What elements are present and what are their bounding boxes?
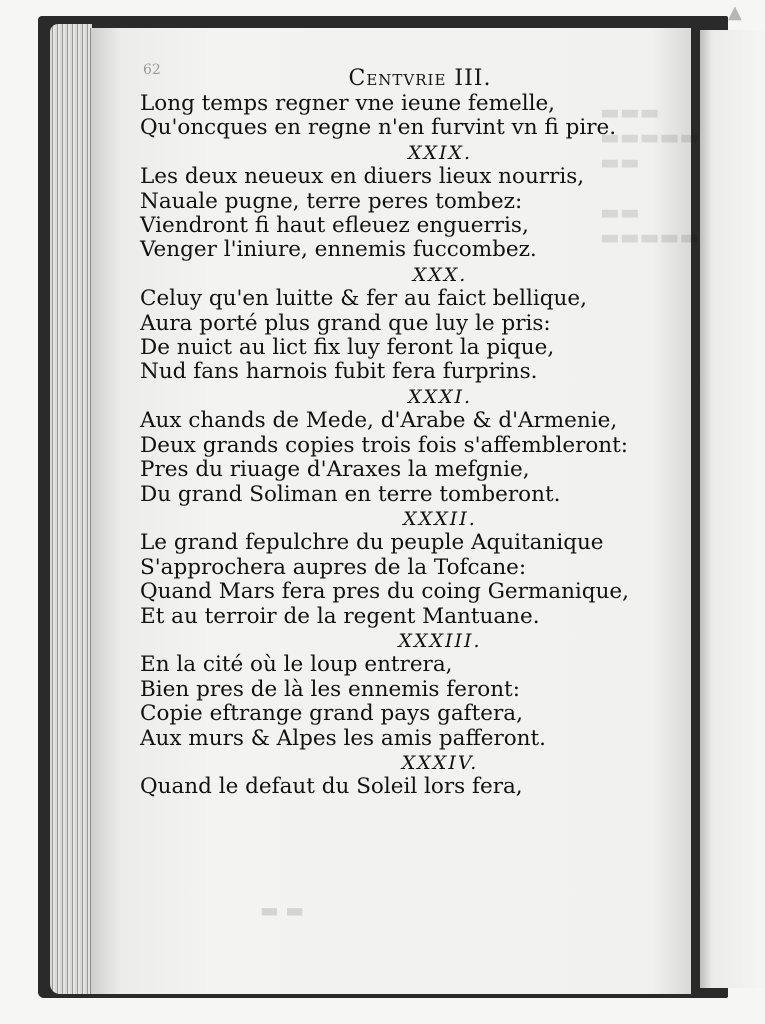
verse-line: Quand le defaut du Soleil lors fera, <box>140 774 523 800</box>
verse-line: Bien pres de là les ennemis feront: <box>140 676 520 702</box>
verse-line: En la cité où le loup entrera, <box>140 652 453 678</box>
quatrain-numeral: XXXII. <box>403 507 477 530</box>
verse-line: Venger l'iniure, ennemis fuccombez. <box>140 237 537 263</box>
verse-line: De nuict au lict fix luy feront la pique, <box>140 335 555 361</box>
quatrain-numeral: XXIX. <box>407 141 473 164</box>
verse-line: Long temps regner vne ieune femelle, <box>140 91 555 116</box>
verse-text-block <box>140 92 700 800</box>
verse-line: Deux grands copies trois fois s'affembleront: <box>140 432 629 458</box>
quatrain-numeral: XXXI. <box>407 385 473 408</box>
verse-line: Viendront fi haut efleuez enguerris, <box>140 213 529 239</box>
verse-line: Quand Mars fera pres du coing Germanique, <box>140 579 629 605</box>
verse-line: Aura porté plus grand que luy le pris: <box>140 310 551 336</box>
verse-line: Aux chands de Mede, d'Arabe & d'Armenie, <box>140 408 618 434</box>
verse-line: Du grand Soliman en terre tomberont. <box>140 481 561 507</box>
verse-line: Les deux neueux en diuers lieux nourris, <box>140 164 585 190</box>
verse-line: Celuy qu'en luitte & fer au faict bellique, <box>140 286 587 312</box>
verse-line: S'approchera aupres de la Tofcane: <box>140 554 527 580</box>
folio-number: 62 <box>143 62 161 78</box>
verse-line: Nud fans harnois fubit fera furprins. <box>140 359 538 385</box>
quatrain-numeral: XXX. <box>412 263 468 286</box>
verse-line: Le grand fepulchre du peuple Aquitanique <box>140 530 604 556</box>
verse-line: Nauale pugne, terre peres tombez: <box>140 188 523 214</box>
verse-line: Aux murs & Alpes les amis pafferont. <box>140 725 546 751</box>
page-stack-edges <box>50 24 92 994</box>
verse-line: Pres du riuage d'Araxes la mefgnie, <box>140 457 530 483</box>
verse-line: Qu'oncques en regne n'en furvint vn fi pire. <box>140 115 617 141</box>
quatrain-numeral: XXXIV. <box>401 751 479 774</box>
corner-mark: ▲ <box>728 2 742 23</box>
facing-page-edge <box>700 30 765 988</box>
printer-signature-show-through: ▬ ▬ <box>260 898 305 922</box>
verse-line: Copie eftrange grand pays gaftera, <box>140 701 523 727</box>
quatrain-numeral: XXXIII. <box>398 629 482 652</box>
running-head: Centvrie III. <box>348 66 492 91</box>
verse-line: Et au terroir de la regent Mantuane. <box>140 603 540 629</box>
